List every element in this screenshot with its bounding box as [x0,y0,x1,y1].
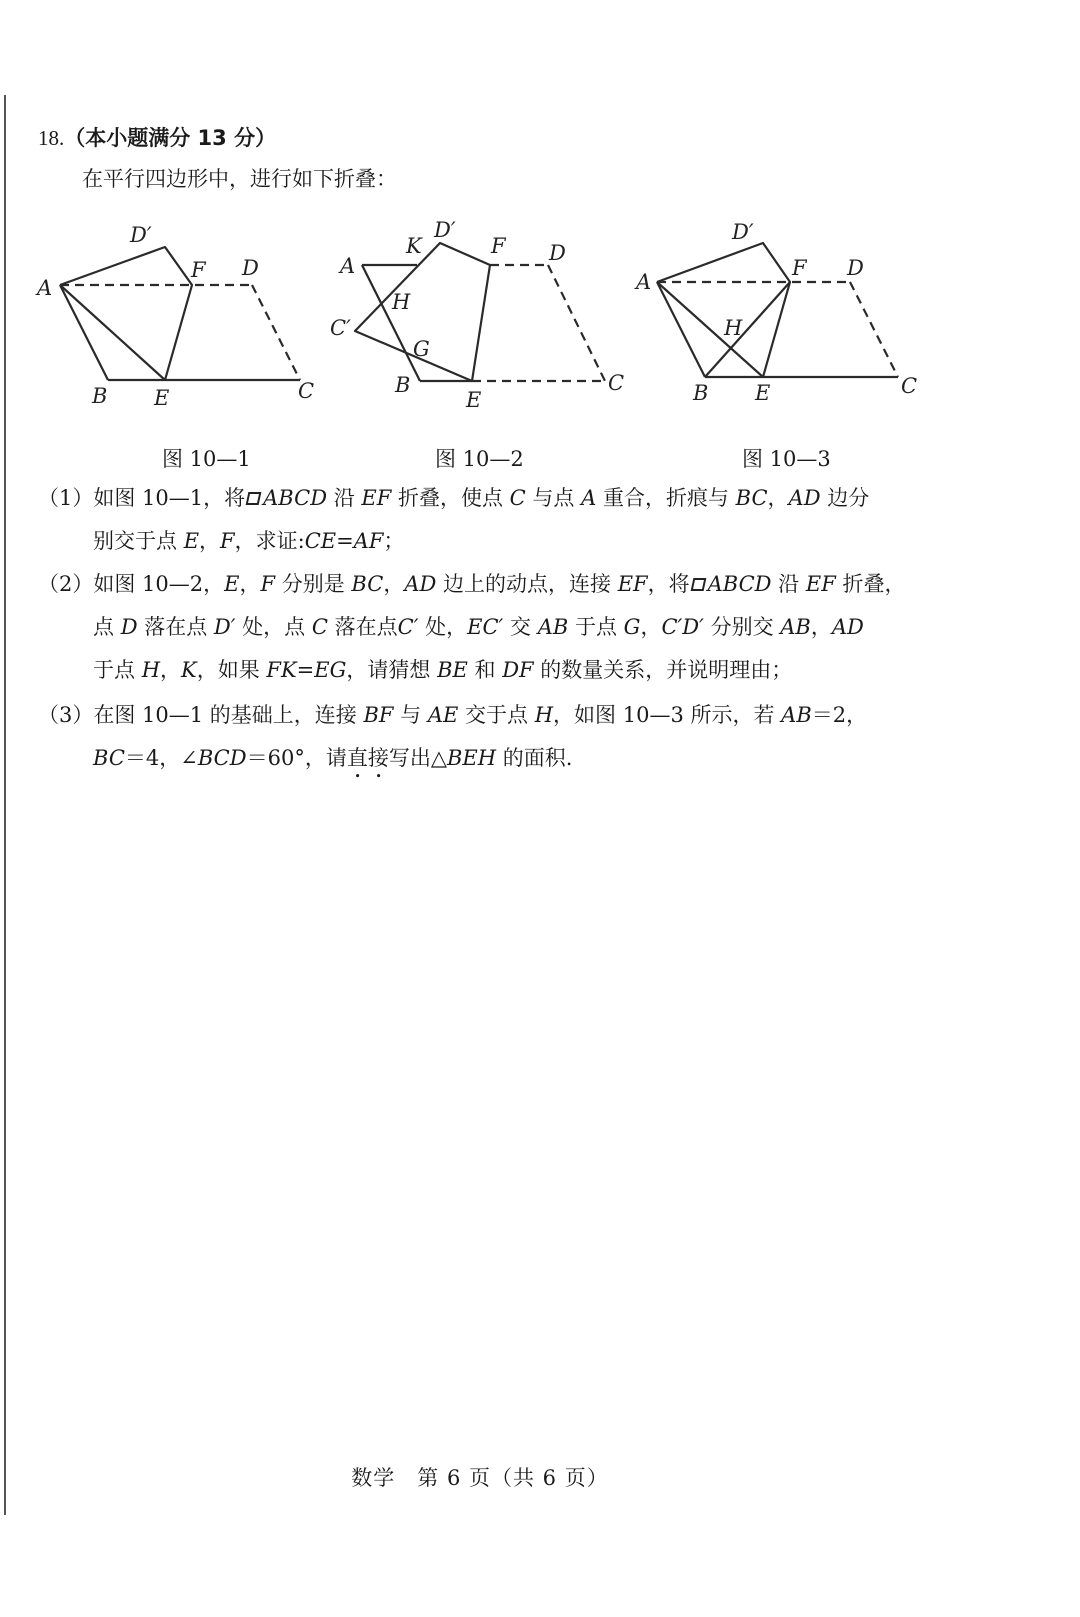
question-header [38,122,276,152]
part-3-line-1 [38,694,867,737]
fig3-label-C: C [901,374,918,398]
fig2-label-F: F [491,234,506,258]
part-1-line-2 [38,520,869,563]
text-run: ，将 [647,572,690,596]
fig2-line-AB [362,265,420,381]
math-run: FK=EG [266,658,347,682]
fig2-label-E: E [466,388,482,412]
math-run: AD [831,615,864,639]
part-1-number: （1） [38,486,94,510]
math-run: EF [617,572,648,596]
text-run: 如图 10—1，将 [93,486,246,510]
text-run: ， [383,572,405,596]
math-run: AD [788,486,821,510]
text-run: 如图 10—2， [93,572,225,596]
text-run: 与点 [525,486,582,510]
math-run: C′D′ [661,615,704,639]
part-3-number: （3） [38,703,94,727]
text-run: 写出△ [388,746,447,770]
text-run: 重合，折痕与 [596,486,736,510]
part-1-line-1 [38,477,869,520]
text-run: ＝2， [811,703,868,727]
part-3-line-2 [38,737,867,783]
math-run: D′ [213,615,236,639]
fig3-line-DC [850,282,898,377]
fig2-line-DC [548,265,605,381]
fig3-label-B: B [693,381,709,405]
text-run: 处， [418,615,468,639]
text-run: 沿 [771,572,806,596]
fig3-line-AB [657,282,705,377]
part-2-line-1 [38,563,905,606]
text-run: 分别是 [275,572,352,596]
math-run: G [623,615,641,639]
math-run: K [181,658,197,682]
fig2-label-K: K [406,234,422,258]
math-run: BC [351,572,384,596]
fig1-label-B: B [92,384,108,408]
text-run: 点 [93,615,121,639]
text-run: ，求证: [234,529,305,553]
math-run: AB [537,615,569,639]
text-run: 别交于点 [93,529,184,553]
math-run: F [260,572,276,596]
math-run: BCD [197,746,247,770]
text-run: ， [810,615,832,639]
text-run: ； [383,529,405,553]
math-run: DF [502,658,534,682]
math-run: E [224,572,240,596]
fig2-label-G: G [413,337,430,361]
figure-10-1 [30,215,330,415]
question-points: （本小题满分 13 分） [64,126,277,150]
math-run: BEH [446,746,497,770]
text-run: 落在点 [137,615,214,639]
parallelogram-symbol-icon [690,578,706,591]
math-run: AD [404,572,437,596]
text-run: 交 [503,615,538,639]
fig2-label-H: H [392,290,411,314]
fig3-label-H: H [724,316,743,340]
fig2-label-C: C [608,371,625,395]
text-run: 和 [467,658,503,682]
question-number: 18. [38,126,65,150]
math-run: BF [363,703,394,727]
math-run: C [509,486,526,510]
math-run: A [581,486,597,510]
fig2-label-B: B [395,373,411,397]
emphasized-text: 直接 [346,746,389,770]
fig3-label-Dprime: D′ [732,220,754,244]
fig2-line-EF [472,265,490,381]
math-run: E [183,529,200,553]
math-run: CE=AF [304,529,384,553]
figure-10-2 [330,215,640,415]
math-run: BC [93,746,125,770]
part-3 [38,694,867,783]
math-run: AE [427,703,459,727]
part-2-line-2 [38,606,905,649]
text-run: 落在点 [327,615,398,639]
math-run: H [141,658,161,682]
math-run: D [120,615,138,639]
caption-figure-10-2: 图 10—2 [435,447,524,471]
text-run: ，如图 10—3 所示，若 [553,703,782,727]
text-run: ， [160,658,182,682]
fig2-label-Dprime: D′ [434,218,456,242]
text-run: ＝4，∠ [124,746,198,770]
math-run: AB [781,703,812,727]
fig2-label-A: A [340,254,356,278]
page-footer: 数学 第 6 页（共 6 页） [351,1466,609,1490]
text-run: 边分 [820,486,870,510]
math-run: H [534,703,554,727]
math-run: BE [437,658,468,682]
math-run: EF [805,572,836,596]
fig1-line-AE [60,285,165,380]
parallelogram-symbol-icon [246,492,262,505]
text-run: 于点 [568,615,624,639]
fig2-label-Cprime: C′ [330,316,351,340]
text-run: 处，点 [235,615,312,639]
text-run: 分别交 [703,615,781,639]
caption-figure-10-1: 图 10—1 [162,447,251,471]
text-run: 于点 [93,658,142,682]
math-run: C′ [397,615,419,639]
part-2 [38,563,905,692]
text-run: 的面积. [496,746,573,770]
text-run: 沿 [327,486,362,510]
text-run: 在图 10—1 的基础上，连接 [93,703,364,727]
fig2-label-D: D [549,241,566,265]
math-run: AB [780,615,811,639]
part-2-number: （2） [38,572,94,596]
text-run: ， [199,529,221,553]
text-run: ，请猜想 [346,658,438,682]
math-run: ABCD [263,486,328,510]
part-2-line-3 [38,649,905,692]
text-run: 的数量关系，并说明理由； [533,658,793,682]
math-run: EC′ [467,615,504,639]
text-run: 边上的动点，连接 [436,572,618,596]
text-run: ， [640,615,662,639]
math-run: C [311,615,328,639]
fig3-label-E: E [755,381,771,405]
fig3-label-A: A [636,270,652,294]
caption-figure-10-3: 图 10—3 [742,447,831,471]
text-run: 折叠， [835,572,906,596]
fig1-line-AB [60,285,108,380]
text-run: 交于点 [458,703,535,727]
fig1-label-F: F [191,258,206,282]
fig1-label-E: E [154,386,170,410]
text-run: 与 [393,703,428,727]
fig1-folded-part [60,247,192,380]
fig1-label-D: D [242,256,259,280]
fig3-label-D: D [847,256,864,280]
fig1-label-Dprime: D′ [130,223,152,247]
text-run: 折叠，使点 [391,486,510,510]
fig1-label-C: C [298,379,315,403]
fig1-label-A: A [37,276,53,300]
text-run: ， [767,486,789,510]
text-run: ， [239,572,261,596]
fig3-label-F: F [792,256,807,280]
fig1-line-DC [252,285,300,380]
math-run: F [220,529,235,553]
question-intro: 在平行四边形中，进行如下折叠： [82,167,397,191]
math-run: BC [735,486,768,510]
part-1 [38,477,869,563]
math-run: EF [361,486,392,510]
figure-10-3 [625,215,935,415]
text-run: ＝60°，请 [246,746,347,770]
text-run: ，如果 [196,658,267,682]
page-margin-line [4,95,6,1515]
math-run: ABCD [707,572,772,596]
